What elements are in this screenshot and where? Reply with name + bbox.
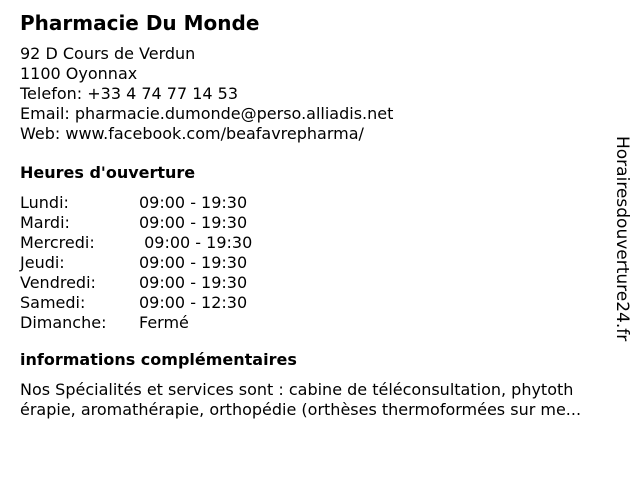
hours-time: 09:00 - 12:30 [139, 293, 248, 312]
hours-day: Mardi: [20, 213, 70, 232]
hours-row-monday [20, 193, 620, 213]
hours-row-tuesday [20, 213, 620, 233]
hours-title: Heures d'ouverture [20, 163, 196, 182]
web-line: Web: www.facebook.com/beafavrepharma/ [20, 124, 364, 143]
hours-time: 09:00 - 19:30 [139, 233, 253, 252]
site-watermark: Horairesdouverture24.fr [612, 136, 632, 342]
hours-time: 09:00 - 19:30 [139, 193, 248, 212]
address-city: 1100 Oyonnax [20, 64, 138, 83]
address-block [20, 44, 620, 144]
info-text-line-1: Nos Spécialités et services sont : cabine de téléconsultation, phytoth [20, 380, 574, 399]
hours-row-wednesday [20, 233, 620, 253]
info-text-line-2: érapie, aromathérapie, orthopédie (orthèses thermoformées sur me... [20, 400, 582, 419]
hours-row-saturday [20, 293, 620, 313]
info-title: informations complémentaires [20, 350, 297, 369]
hours-day: Samedi: [20, 293, 86, 312]
phone-line: Telefon: +33 4 74 77 14 53 [20, 84, 239, 103]
hours-row-sunday [20, 313, 620, 333]
hours-day: Dimanche: [20, 313, 107, 332]
hours-day: Vendredi: [20, 273, 96, 292]
hours-time: 09:00 - 19:30 [139, 253, 248, 272]
email-line: Email: pharmacie.dumonde@perso.alliadis.net [20, 104, 394, 123]
hours-time: Fermé [139, 313, 189, 332]
hours-row-thursday [20, 253, 620, 273]
hours-table [20, 193, 620, 333]
hours-row-friday [20, 273, 620, 293]
hours-day: Jeudi: [20, 253, 65, 272]
pharmacy-name: Pharmacie Du Monde [20, 11, 260, 35]
pharmacy-card [20, 10, 620, 420]
hours-day: Lundi: [20, 193, 69, 212]
hours-time: 09:00 - 19:30 [139, 273, 248, 292]
hours-day: Mercredi: [20, 233, 95, 252]
address-street: 92 D Cours de Verdun [20, 44, 196, 63]
hours-time: 09:00 - 19:30 [139, 213, 248, 232]
